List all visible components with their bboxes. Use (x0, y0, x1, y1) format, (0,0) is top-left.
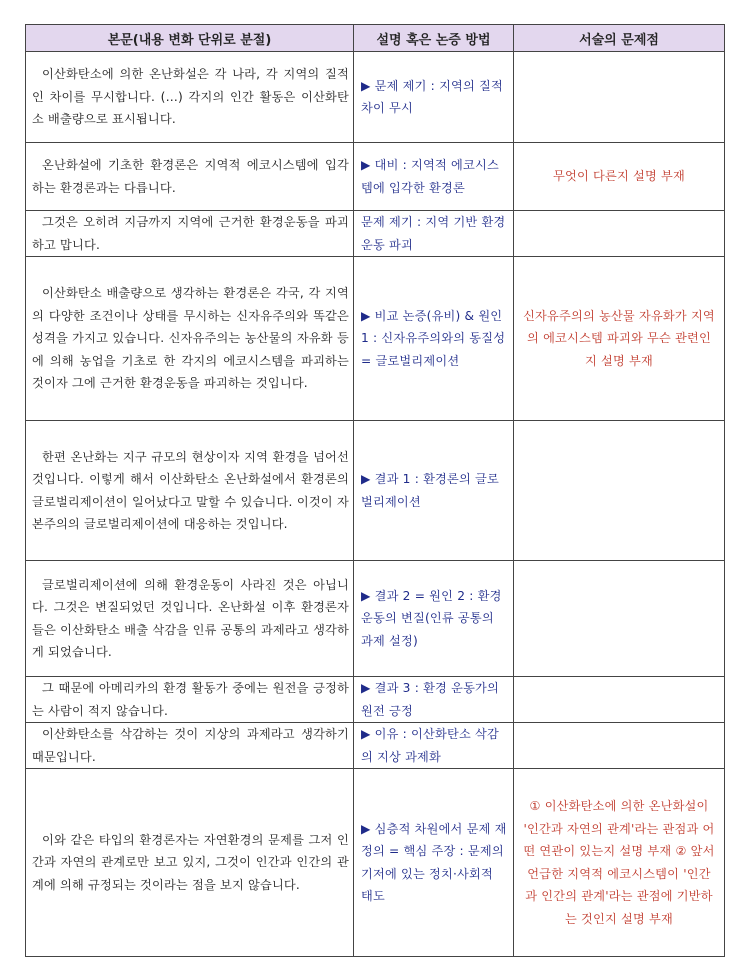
table-row (26, 211, 725, 257)
method-cell: ▶ 대비 : 지역적 에코시스템에 입각한 환경론 (354, 143, 514, 211)
body-text: 이산화탄소 배출량으로 생각하는 환경론은 각국, 각 지역의 다양한 조건이나 상태를 무시하는 신자유주의와 똑같은 성격을 가지고 있습니다. 신자유주의는 농산물의 자유화 등에 의해 농업을 기초로 한 각지의 에코시스템을 파괴하는 것이자 그에 근거한 환경운동을 파괴하는 것입니다. (32, 286, 349, 391)
table-row (26, 561, 725, 677)
body-text-cell (26, 52, 354, 143)
problem-cell: ① 이산화탄소에 의한 온난화설이 '인간과 자연의 관계'라는 관점과 어떤 연관이 있는지 설명 부재 ② 앞서 언급한 지역적 에코시스템이 '인간과 인간의 관계'라는 관점에 기반하는 것인지 설명 부재 (514, 769, 725, 957)
method-cell: ▶ 문제 제기 : 지역의 질적 차이 무시 (354, 52, 514, 143)
body-text: 이산화탄소를 삭감하는 것이 지상의 과제라고 생각하기 때문입니다. (32, 727, 349, 764)
problem-cell (514, 723, 725, 769)
problem-cell (514, 561, 725, 677)
method-cell: ▶ 심층적 차원에서 문제 재정의 = 핵심 주장 : 문제의 기저에 있는 정치·사회적 태도 (354, 769, 514, 957)
table-row (26, 52, 725, 143)
method-cell: ▶ 결과 1 : 환경론의 글로벌리제이션 (354, 421, 514, 561)
table-row (26, 677, 725, 723)
table-row (26, 769, 725, 957)
header-body-text: 본문(내용 변화 단위로 분절) (26, 25, 354, 52)
problem-cell (514, 421, 725, 561)
table-row (26, 421, 725, 561)
header-row (26, 25, 725, 52)
body-text-cell (26, 677, 354, 723)
body-text-cell (26, 257, 354, 421)
body-text: 온난화설에 기초한 환경론은 지역적 에코시스템에 입각하는 환경론과는 다릅니다. (32, 158, 349, 195)
body-text-cell (26, 143, 354, 211)
body-text: 글로벌리제이션에 의해 환경운동이 사라진 것은 아닙니다. 그것은 변질되었던 것입니다. 온난화설 이후 환경론자들은 이산화탄소 배출 삭감을 인류 공통의 과제라고 생각하게 되었습니다. (32, 577, 349, 659)
table-row (26, 723, 725, 769)
method-cell: ▶ 결과 3 : 환경 운동가의 원전 긍정 (354, 677, 514, 723)
method-cell: ▶ 비교 논증(유비) & 원인 1 : 신자유주의와의 동질성 = 글로벌리제이션 (354, 257, 514, 421)
analysis-table-container (25, 24, 724, 957)
method-cell: 문제 제기 : 지역 기반 환경 운동 파괴 (354, 211, 514, 257)
header-problem: 서술의 문제점 (514, 25, 725, 52)
method-cell: ▶ 이유 : 이산화탄소 삭감의 지상 과제화 (354, 723, 514, 769)
body-text: 그것은 오히려 지금까지 지역에 근거한 환경운동을 파괴하고 맙니다. (32, 215, 349, 252)
body-text: 이산화탄소에 의한 온난화설은 각 나라, 각 지역의 질적인 차이를 무시합니다. (…) 각지의 인간 활동은 이산화탄소 배출량으로 표시됩니다. (32, 67, 349, 127)
body-text: 이와 같은 타입의 환경론자는 자연환경의 문제를 그저 인간과 자연의 관계로만 보고 있지, 그것이 인간과 인간의 관계에 의해 규정되는 것이라는 점을 보지 않습니다. (32, 832, 349, 892)
body-text-cell (26, 561, 354, 677)
method-cell: ▶ 결과 2 = 원인 2 : 환경운동의 변질(인류 공통의 과제 설정) (354, 561, 514, 677)
problem-cell: 무엇이 다른지 설명 부재 (514, 143, 725, 211)
problem-cell (514, 211, 725, 257)
body-text-cell (26, 769, 354, 957)
table-row (26, 143, 725, 211)
body-text-cell (26, 421, 354, 561)
problem-cell (514, 677, 725, 723)
analysis-table (25, 24, 725, 957)
body-text-cell (26, 211, 354, 257)
body-text: 한편 온난화는 지구 규모의 현상이자 지역 환경을 넘어선 것입니다. 이렇게 해서 이산화탄소 온난화설에서 환경론의 글로벌리제이션이 일어났다고 말할 수 있습니다. 이것이 자본주의의 글로벌리제이션에 대응하는 것입니다. (32, 449, 349, 531)
problem-cell: 신자유주의의 농산물 자유화가 지역의 에코시스템 파괴와 무슨 관련인지 설명 부재 (514, 257, 725, 421)
header-method: 설명 혹은 논증 방법 (354, 25, 514, 52)
body-text: 그 때문에 아메리카의 환경 활동가 중에는 원전을 긍정하는 사람이 적지 않습니다. (32, 681, 349, 718)
table-row (26, 257, 725, 421)
problem-cell (514, 52, 725, 143)
body-text-cell (26, 723, 354, 769)
